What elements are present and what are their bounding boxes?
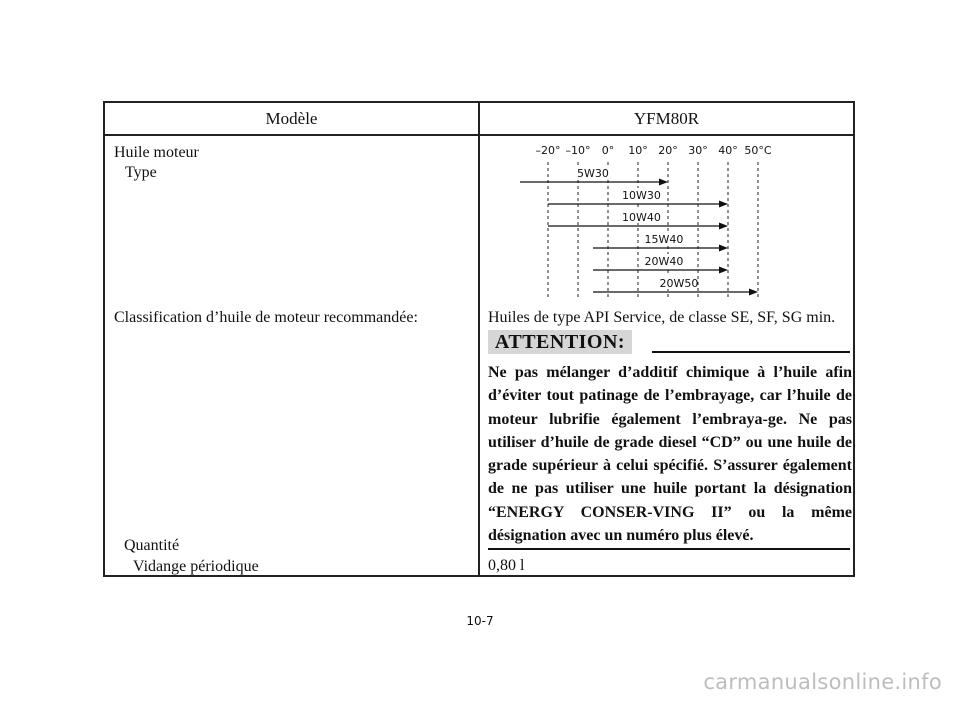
- periodic-change-label: Vidange périodique: [133, 558, 259, 575]
- quantity-label: Quantité: [124, 537, 180, 554]
- classification-value: Huiles de type API Service, de classe SE, SF, SG min.: [488, 309, 836, 326]
- grade-label: 10W40: [622, 211, 661, 224]
- attention-badge: ATTENTION:: [488, 330, 632, 354]
- temp-tick-label: –10°: [565, 144, 591, 157]
- temp-tick-label: 0°: [601, 144, 615, 157]
- grade-arrowhead: [719, 201, 728, 208]
- viscosity-chart: [520, 140, 790, 302]
- grade-label: 10W30: [622, 189, 661, 202]
- header-model-value: YFM80R: [633, 109, 700, 128]
- column-divider: [478, 103, 480, 575]
- grade-label: 20W50: [659, 277, 699, 290]
- temp-tick-label: 40°: [718, 144, 738, 157]
- temp-tick-label: 20°: [658, 144, 678, 157]
- engine-oil-label: Huile moteur: [114, 144, 199, 161]
- attention-text: Ne pas mélanger d’additif chimique à l’huile afin d’éviter tout patinage de l’embrayage, car l’huile de moteur lubrifie également l’embraya-ge. Ne pas utiliser d’huile de grade diesel “CD” ou une huile de grade supérieur à celui spécifié. S’assurer également de ne pas utiliser une huile portant la désignation “ENERGY CONSER-VING II” ou la même désignation avec un numéro plus élevé.: [488, 364, 852, 545]
- temp-tick-label: 50°C: [744, 144, 772, 157]
- grade-label: 20W40: [644, 255, 684, 268]
- grade-label: 15W40: [644, 233, 684, 246]
- temp-tick-label: 10°: [628, 144, 648, 157]
- grade-arrowhead: [719, 245, 728, 252]
- header-model-label: Modèle: [265, 109, 318, 128]
- quantity-value: 0,80 l: [488, 557, 525, 574]
- attention-rule: [652, 351, 850, 353]
- classification-label: Classification d’huile de moteur recommandée:: [114, 309, 418, 326]
- attention-bottom-rule: [488, 548, 850, 550]
- grade-label: 5W30: [577, 167, 609, 180]
- temp-tick-label: 30°: [688, 144, 708, 157]
- page-number: 10-7: [466, 614, 494, 628]
- grade-arrowhead: [749, 289, 758, 296]
- grade-arrowhead: [719, 267, 728, 274]
- grade-arrowhead: [659, 179, 668, 186]
- temp-tick-label: –20°: [535, 144, 561, 157]
- oil-type-label: Type: [125, 164, 157, 181]
- watermark: carmanualsonline.info: [703, 670, 942, 694]
- grade-arrowhead: [719, 223, 728, 230]
